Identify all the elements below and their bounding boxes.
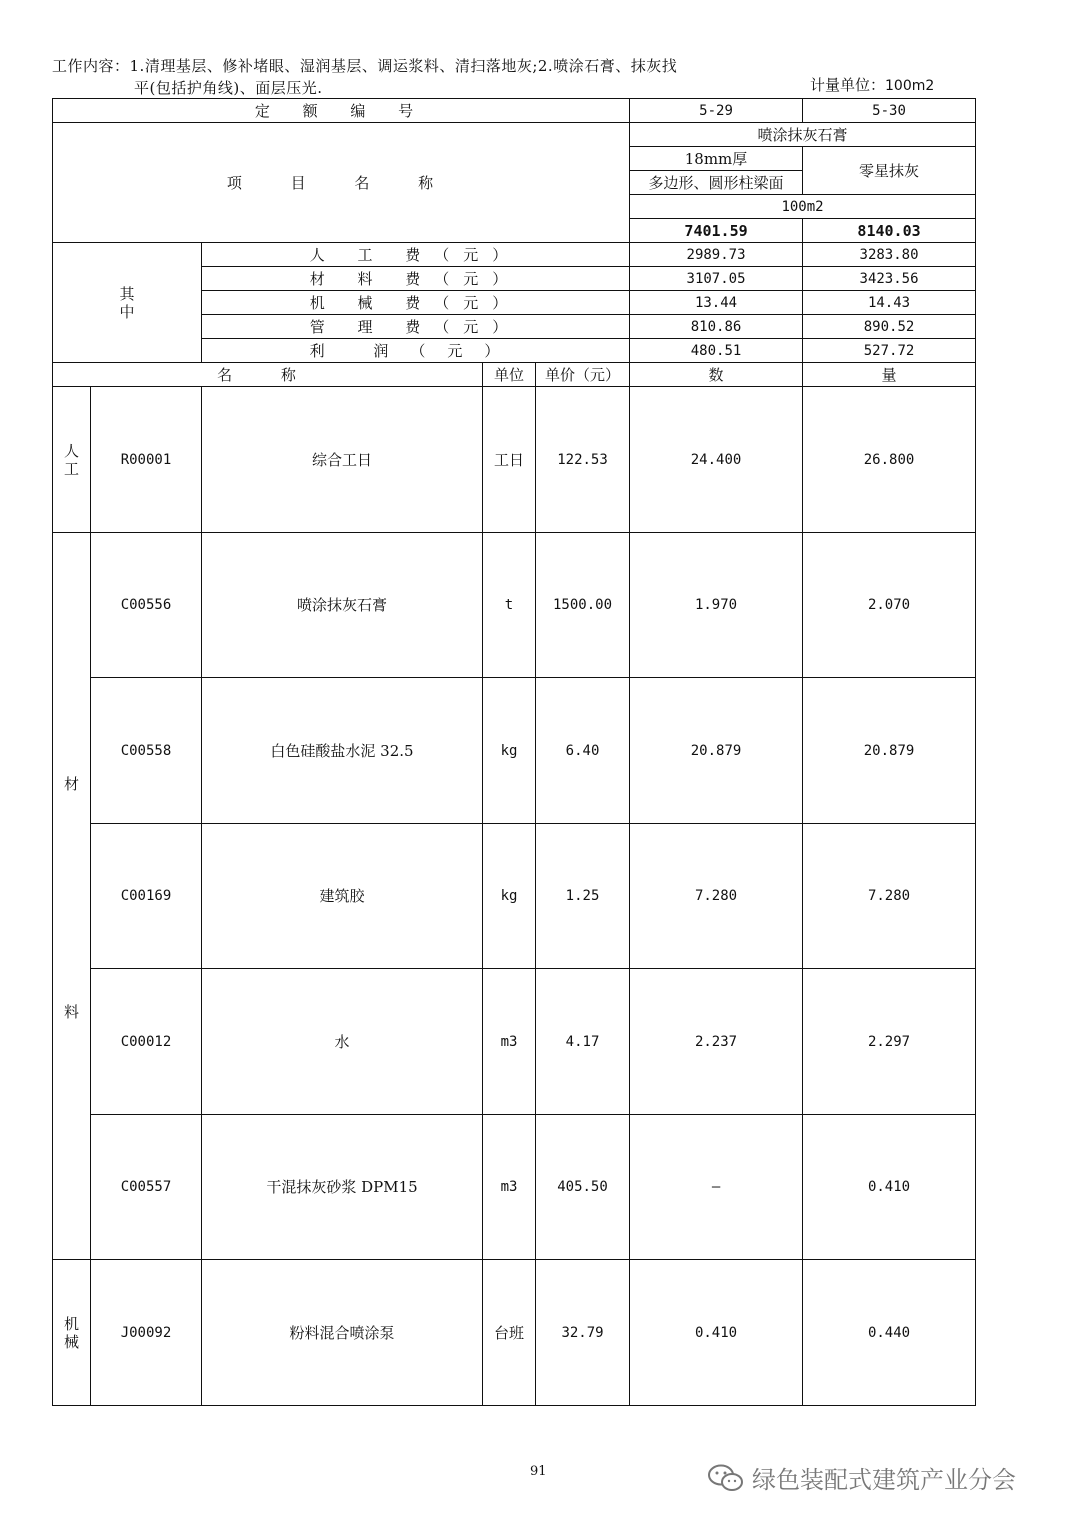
table-row: C00012 水 m3 4.17 2.237 2.297 [53, 969, 976, 1115]
breakdown-label-management: 管 理 费（元） [202, 315, 630, 339]
work-content-line1: 工作内容：1.清理基层、修补堵眼、湿润基层、调运浆料、清扫落地灰;2.喷涂石膏、抹灰找 [52, 57, 678, 75]
column-unit: 单位 [483, 363, 536, 387]
table-row: 人 工 R00001 综合工日 工日 122.53 24.400 26.800 [53, 387, 976, 533]
breakdown-label-profit: 利 润（元） [202, 339, 630, 363]
breakdown-label-material: 材 料 费（元） [202, 267, 630, 291]
col1-sub2: 多边形、圆形柱梁面 [630, 171, 803, 195]
base-price-1: 7401.59 [630, 219, 803, 243]
quota-code-1: 5-29 [630, 99, 803, 123]
column-qty-right: 量 [803, 363, 976, 387]
table-row: 材 料 C00556 喷涂抹灰石膏 t 1500.00 1.970 2.070 [53, 533, 976, 678]
item-unit: 100m2 [630, 195, 976, 219]
watermark-text: 绿色装配式建筑产业分会 [752, 1466, 1016, 1494]
measure-unit-note: 计量单位：100m2 [810, 76, 935, 94]
breakdown-label-labor: 人 工 费（元） [202, 243, 630, 267]
table-row: C00169 建筑胶 kg 1.25 7.280 7.280 [53, 824, 976, 969]
breakdown-label-machine: 机 械 费（元） [202, 291, 630, 315]
breakdown-row: 机 械 费（元） 13.44 14.43 [53, 291, 976, 315]
column-name: 名 称 [53, 363, 483, 387]
breakdown-row: 利 润（元） 480.51 527.72 [53, 339, 976, 363]
quota-code-2: 5-30 [803, 99, 976, 123]
item-name-label: 项 目 名 称 [53, 123, 630, 243]
quota-code-label: 定 额 编 号 [53, 99, 630, 123]
table-row: C00558 白色硅酸盐水泥 32.5 kg 6.40 20.879 20.879 [53, 678, 976, 824]
column-qty-left: 数 [630, 363, 803, 387]
column-header-row [53, 363, 976, 387]
col1-sub1: 18mm厚 [630, 147, 803, 171]
item-name-row [53, 123, 976, 147]
page-number: 91 [530, 1464, 547, 1479]
quota-code-row [53, 99, 976, 123]
quota-table [52, 98, 976, 1406]
breakdown-row: 管 理 费（元） 810.86 890.52 [53, 315, 976, 339]
breakdown-row: 其 中 人 工 费（元） 2989.73 3283.80 [53, 243, 976, 267]
col2-name: 零星抹灰 [803, 147, 976, 195]
breakdown-row: 材 料 费（元） 3107.05 3423.56 [53, 267, 976, 291]
base-price-2: 8140.03 [803, 219, 976, 243]
watermark [706, 1460, 1016, 1495]
section-material: 材 料 [53, 533, 91, 1260]
work-content-line2: 平(包括护角线)、面层压光. [134, 79, 323, 97]
column-unit-price: 单价（元） [536, 363, 630, 387]
wechat-icon [706, 1463, 746, 1493]
table-row: C00557 干混抹灰砂浆 DPM15 m3 405.50 — 0.410 [53, 1115, 976, 1260]
section-labor: 人 工 [53, 387, 91, 533]
table-row: 机 械 J00092 粉料混合喷涂泵 台班 32.79 0.410 0.440 [53, 1260, 976, 1406]
group-name: 喷涂抹灰石膏 [630, 123, 976, 147]
breakdown-label: 其 中 [53, 243, 202, 363]
section-machine: 机 械 [53, 1260, 91, 1406]
